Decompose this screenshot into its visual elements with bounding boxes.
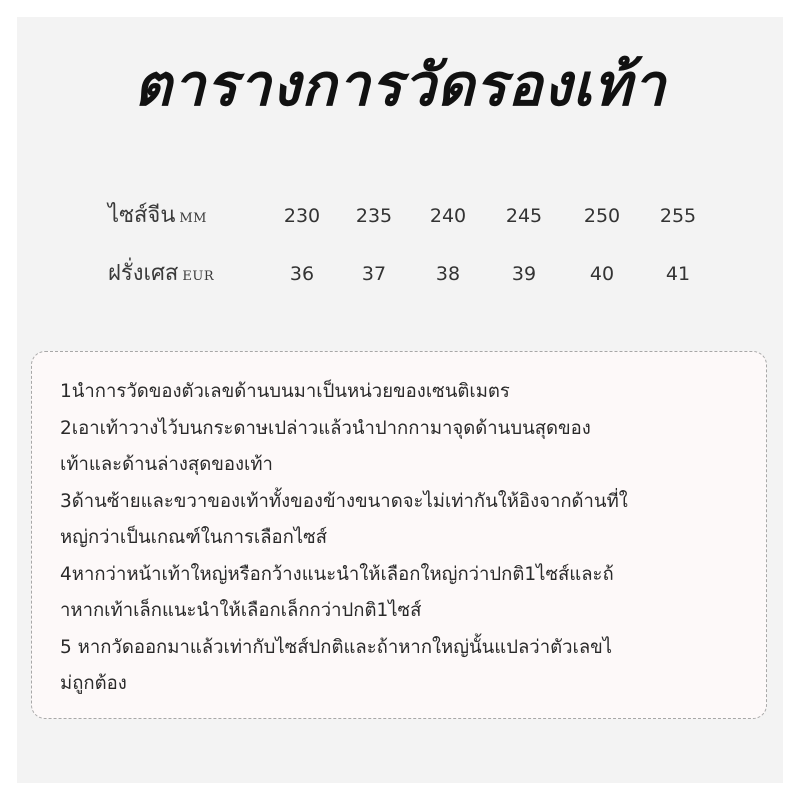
note-line: 1นำการวัดของตัวเลขด้านบนมาเป็นหน่วยของเซนติเมตร [60,381,510,402]
note-line: 2เอาเท้าวางไว้บนกระดาษเปล่าวแล้วนำปากกามาจุดด้านบนสุดของ [60,417,591,439]
size-cell: 40 [589,263,615,285]
row-label-text: ไซส์จีน [108,203,176,228]
row-unit: EUR [182,269,215,284]
measurement-notes-box [31,351,767,719]
row-label-text: ฝรั่งเศส [108,261,179,286]
size-cell: 245 [505,205,543,227]
size-cell: 255 [659,205,697,227]
note-line: 5 หากวัดออกมาแล้วเท่ากับไซส์ปกติและถ้าหากใหญ่นั้นแปลว่าตัวเลขไ [60,636,613,658]
size-cell: 36 [289,263,315,285]
note-line: 4หากว่าหน้าเท้าใหญ่หรือกว้างแนะนำให้เลือกใหญ่กว่าปกติ1ไซส์และถ้ [60,563,614,585]
size-cell: 39 [511,263,537,285]
size-row-china [0,196,800,236]
size-cell: 235 [355,205,393,227]
size-cell: 41 [665,263,691,285]
row-label-europe [108,254,214,294]
note-line: เท้าและด้านล่างสุดของเท้า [60,454,273,475]
note-line: ม่ถูกต้อง [60,673,127,694]
note-line: 3ด้านซ้ายและขวาของเท้าทั้งของข้างขนาดจะไม่เท่ากันให้อิงจากด้านที่ใ [60,490,628,512]
size-row-europe [0,254,800,294]
size-cell: 37 [361,263,387,285]
size-cell: 240 [429,205,467,227]
row-unit: MM [179,211,207,226]
size-cell: 38 [435,263,461,285]
size-cell: 250 [583,205,621,227]
note-line: าหากเท้าเล็กแนะนำให้เลือกเล็กกว่าปกติ1ไซส์ [60,600,422,621]
row-label-china [108,196,207,236]
page-title: ตารางการวัดรองเท้า [133,51,667,119]
note-line: หญ่กว่าเป็นเกณฑ์ในการเลือกไซส์ [60,527,328,548]
size-cell: 230 [283,205,321,227]
